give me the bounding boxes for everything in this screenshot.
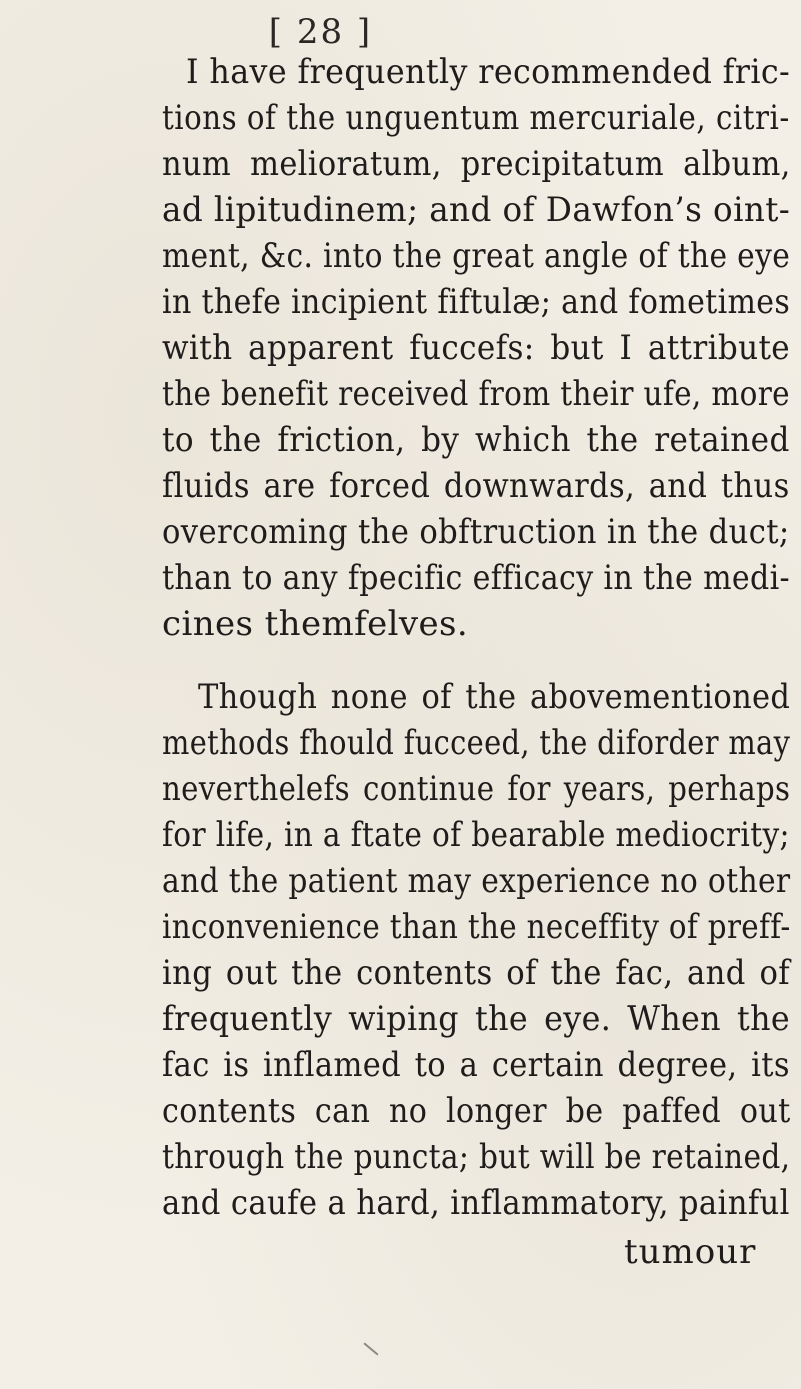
- text-line: I have frequently recommended fric-: [186, 52, 791, 92]
- text-line: num melioratum, precipitatum album,: [162, 144, 791, 184]
- page-number: [ 28 ]: [268, 12, 373, 52]
- text-line: frequently wiping the eye. When the: [162, 999, 791, 1039]
- text-line: fluids are forced downwards, and thus: [162, 466, 790, 506]
- text-line: than to any fpecific efficacy in the medi-: [162, 558, 791, 598]
- text-line: the benefit received from their ufe, more: [162, 374, 790, 414]
- text-line: and caufe a hard, inflammatory, painful: [162, 1183, 790, 1223]
- text-line: ing out the contents of the fac, and of: [162, 953, 790, 993]
- text-line: neverthelefs continue for years, perhaps: [162, 769, 791, 809]
- catchword: tumour: [624, 1232, 757, 1272]
- text-line: to the friction, by which the retained: [162, 420, 790, 460]
- text-line: with apparent fuccefs: but I attribute: [162, 328, 791, 368]
- text-line: for life, in a ftate of bearable mediocrity;: [162, 815, 790, 855]
- text-line: overcoming the obftruction in the duct;: [162, 512, 790, 552]
- text-line: tions of the unguentum mercuriale, citri-: [162, 98, 790, 138]
- text-line: ad lipitudinem; and of Dawfon’s oint-: [162, 190, 791, 230]
- text-line: fac is inflamed to a certain degree, its: [162, 1045, 790, 1085]
- text-line: and the patient may experience no other: [162, 861, 791, 901]
- text-line: in thefe incipient fiftulæ; and fometimes: [162, 282, 791, 322]
- text-line: cines themfelves.: [162, 604, 469, 644]
- text-line: inconvenience than the neceffity of preff-: [162, 907, 791, 947]
- text-line: contents can no longer be paffed out: [162, 1091, 791, 1131]
- text-line: methods fhould fucceed, the diforder may: [162, 723, 791, 763]
- text-line: ment, &c. into the great angle of the eye: [162, 236, 791, 276]
- text-line: through the puncta; but will be retained,: [162, 1137, 791, 1177]
- text-line: Though none of the abovementioned: [198, 677, 791, 717]
